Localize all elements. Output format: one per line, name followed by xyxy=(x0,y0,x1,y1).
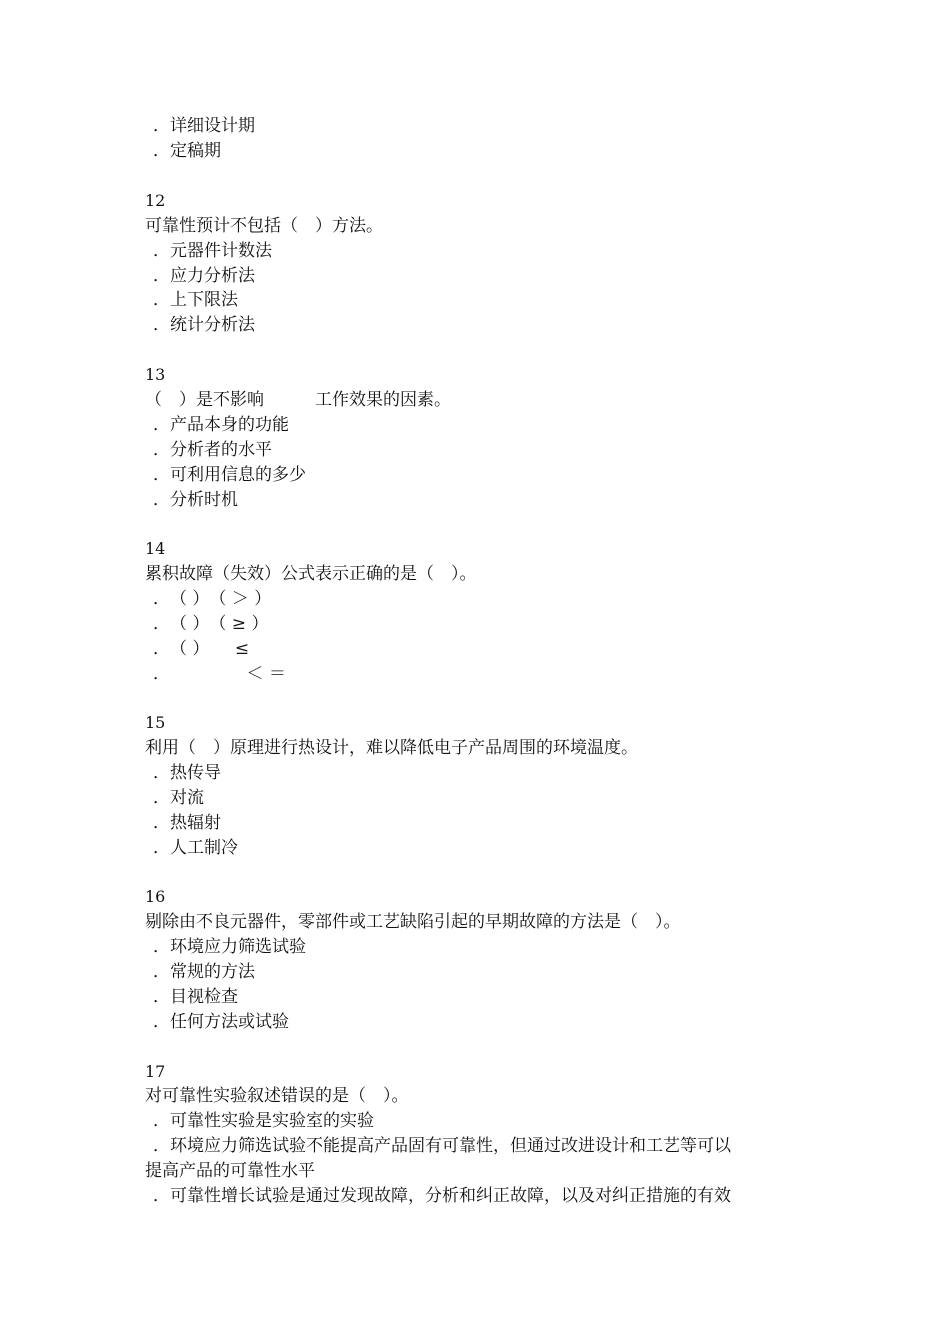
question-number: 14 xyxy=(145,539,166,558)
option: ．可靠性增长试验是通过发现故障，分析和纠正故障，以及对纠正措施的有效 xyxy=(153,1186,731,1206)
option: ．对流 xyxy=(153,788,204,808)
option: ．定稿期 xyxy=(153,141,221,161)
option-continuation: 提高产品的可靠性水平 xyxy=(145,1161,315,1181)
question-stem: 利用（ ）原理进行热设计，难以降低电子产品周围的环境温度。 xyxy=(145,738,638,758)
question-number: 16 xyxy=(145,887,166,906)
option: ．任何方法或试验 xyxy=(153,1012,289,1032)
question-number: 17 xyxy=(145,1062,166,1081)
option: ．环境应力筛选试验 xyxy=(153,937,306,957)
option: ．上下限法 xyxy=(153,290,238,310)
question-stem: （ ）是不影响 工作效果的因素。 xyxy=(145,390,451,410)
option: ．统计分析法 xyxy=(153,315,255,335)
option: ． ＜ ＝ xyxy=(153,664,286,684)
question-number: 15 xyxy=(145,713,166,732)
option: ．人工制冷 xyxy=(153,838,238,858)
question-number: 12 xyxy=(145,191,166,210)
option: ．环境应力筛选试验不能提高产品固有可靠性，但通过改进设计和工艺等可以 xyxy=(153,1136,731,1156)
option: ．分析时机 xyxy=(153,490,238,510)
option: ．常规的方法 xyxy=(153,962,255,982)
option: ．应力分析法 xyxy=(153,266,255,286)
option: ．目视检查 xyxy=(153,987,238,1007)
option: ． （ ） （ ≥ ） xyxy=(153,614,269,634)
option: ．热辐射 xyxy=(153,813,221,833)
option: ．元器件计数法 xyxy=(153,241,272,261)
option: ． （ ） ≤ xyxy=(153,639,250,659)
question-stem: 可靠性预计不包括（ ）方法。 xyxy=(145,216,383,236)
option: ．产品本身的功能 xyxy=(153,415,289,435)
option: ．热传导 xyxy=(153,763,221,783)
option: ． （ ） （ ＞ ） xyxy=(153,589,272,609)
question-stem: 累积故障（失效）公式表示正确的是（ ）。 xyxy=(145,564,477,584)
option: ．可利用信息的多少 xyxy=(153,465,306,485)
question-stem: 剔除由不良元器件，零部件或工艺缺陷引起的早期故障的方法是（ ）。 xyxy=(145,912,681,932)
question-number: 13 xyxy=(145,365,166,384)
option: ．可靠性实验是实验室的实验 xyxy=(153,1111,374,1131)
question-stem: 对可靠性实验叙述错误的是（ ）。 xyxy=(145,1086,409,1106)
option: ．详细设计期 xyxy=(153,116,255,136)
option: ．分析者的水平 xyxy=(153,440,272,460)
